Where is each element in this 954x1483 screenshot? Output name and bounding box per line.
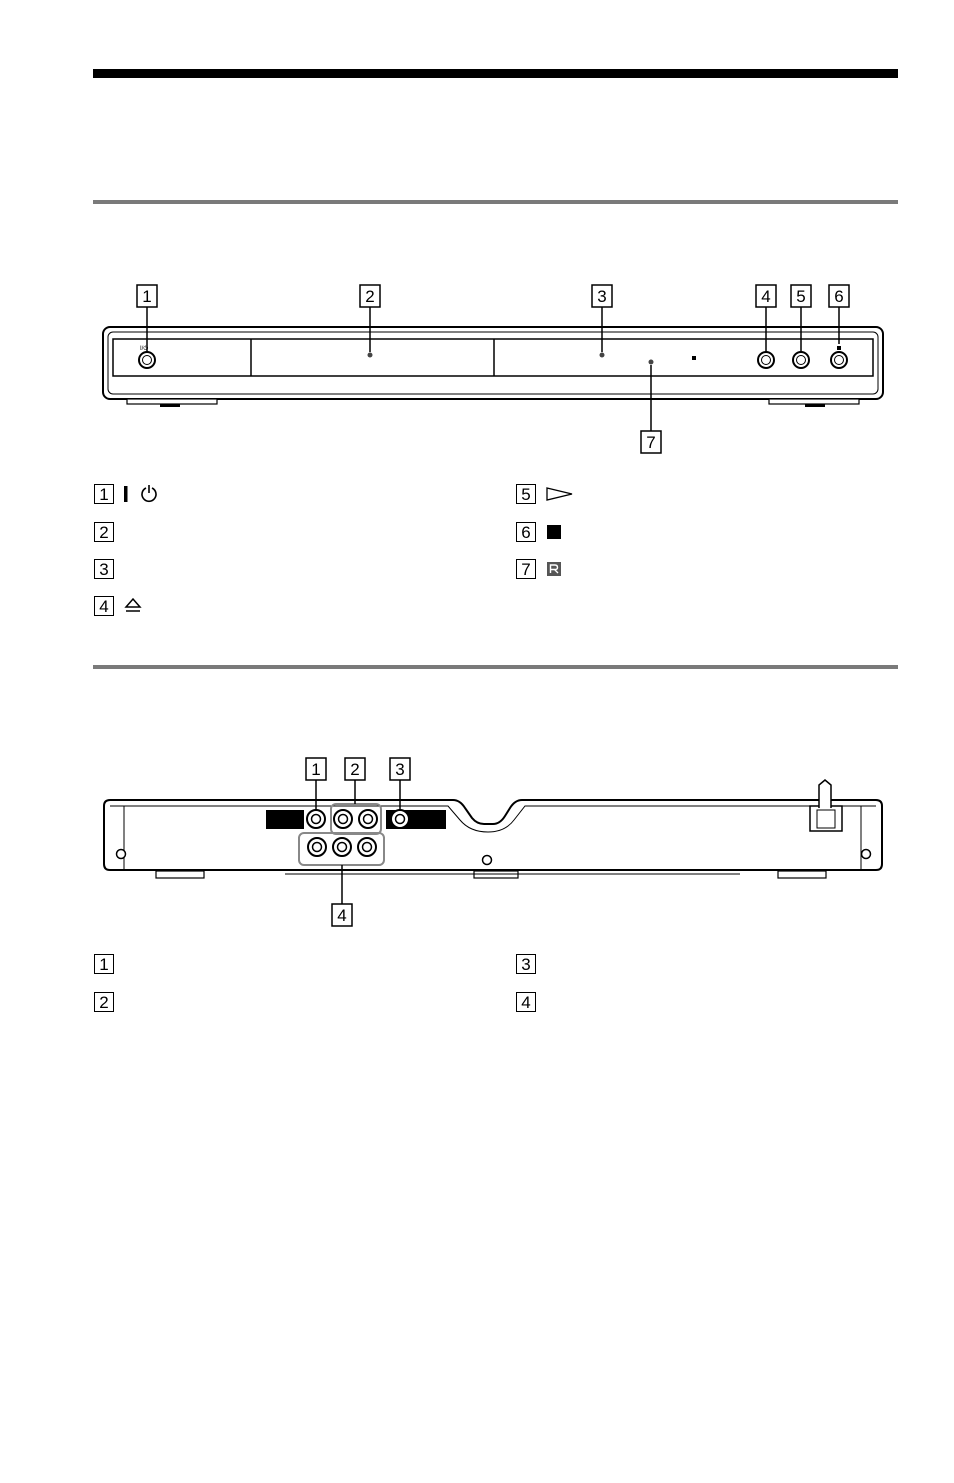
legend-number: 4 — [516, 992, 536, 1012]
rear-panel-section-rule — [93, 665, 898, 669]
power-button-drawing — [139, 352, 155, 368]
front-legend-item-5 — [516, 482, 576, 506]
rear-callout-4 — [332, 904, 352, 926]
front-callout-6 — [829, 285, 849, 307]
front-callout-2 — [360, 285, 380, 307]
stop-button-drawing — [831, 352, 847, 368]
play-icon — [544, 483, 576, 505]
front-callout-1 — [137, 285, 157, 307]
stop-icon — [544, 521, 566, 543]
rear-callout-2 — [345, 758, 365, 780]
front-legend-item-1 — [94, 482, 160, 506]
svg-text:6: 6 — [834, 287, 844, 306]
front-panel-section-rule — [93, 200, 898, 204]
legend-number: 6 — [516, 522, 536, 542]
svg-text:3: 3 — [597, 287, 607, 306]
svg-text:7: 7 — [646, 433, 656, 452]
legend-number: 7 — [516, 559, 536, 579]
power-icon — [122, 483, 160, 505]
rear-legend-item-3 — [516, 952, 536, 976]
front-callout-5 — [791, 285, 811, 307]
play-button-drawing — [793, 352, 809, 368]
rear-panel-outline — [104, 800, 882, 870]
legend-number: 1 — [94, 484, 114, 504]
svg-text:3: 3 — [395, 760, 405, 779]
rear-callout-1 — [306, 758, 326, 780]
front-right-foot — [769, 399, 859, 404]
rear-callout-3 — [390, 758, 410, 780]
front-callout-7 — [641, 431, 661, 453]
remote-sensor-icon — [544, 558, 566, 580]
eject-button-drawing — [758, 352, 774, 368]
front-legend-item-6 — [516, 520, 566, 544]
svg-text:1: 1 — [142, 287, 152, 306]
rear-legend-item-2 — [94, 990, 114, 1014]
rear-legend-item-4 — [516, 990, 536, 1014]
front-legend-item-7 — [516, 557, 566, 581]
svg-text:2: 2 — [365, 287, 375, 306]
legend-number: 4 — [94, 596, 114, 616]
front-legend-item-4 — [94, 594, 144, 618]
front-callout-4 — [756, 285, 776, 307]
front-legend-item-2 — [94, 520, 114, 544]
front-left-foot — [127, 399, 217, 404]
eject-icon — [122, 595, 144, 617]
front-legend-item-3 — [94, 557, 114, 581]
svg-text:I/⏻: I/⏻ — [140, 346, 149, 352]
front-callout-3 — [592, 285, 612, 307]
legend-number: 3 — [516, 954, 536, 974]
svg-text:4: 4 — [337, 906, 347, 925]
svg-text:4: 4 — [761, 287, 771, 306]
top-heading-rule — [93, 69, 898, 78]
legend-number: 2 — [94, 522, 114, 542]
legend-number: 1 — [94, 954, 114, 974]
rear-panel-diagram — [0, 740, 954, 940]
legend-number: 5 — [516, 484, 536, 504]
legend-number: 2 — [94, 992, 114, 1012]
legend-number: 3 — [94, 559, 114, 579]
front-panel-diagram — [0, 280, 954, 460]
rear-legend-item-1 — [94, 952, 114, 976]
svg-text:5: 5 — [796, 287, 806, 306]
svg-text:1: 1 — [311, 760, 321, 779]
svg-text:2: 2 — [350, 760, 360, 779]
